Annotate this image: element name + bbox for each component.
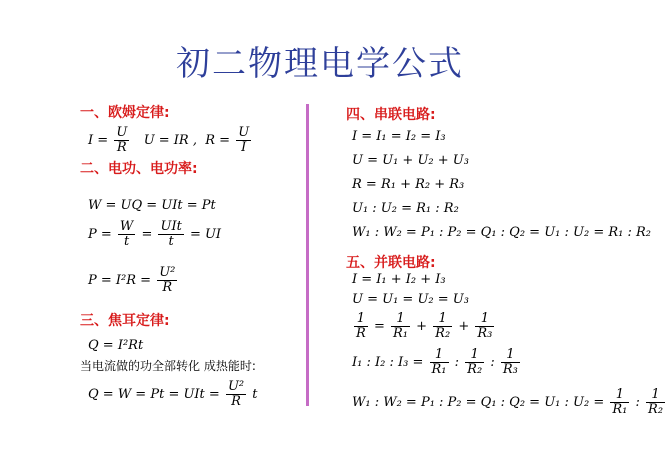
formula-power-resistance: P = I²R = $\frac{\text{U²}}{R}$ [88, 265, 176, 295]
fraction: $\frac{U}{R}$ [116, 125, 128, 155]
formula-series-voltage: U = U₁ + U₂ + U₃ [352, 153, 469, 168]
formula-ohm: I = $\frac{U}{R}$ U = IR , R = $\frac{U}{I}$ [88, 125, 250, 155]
formula-parallel-energy-ratio: W₁ : W₂ = P₁ : P₂ = Q₁ : Q₂ = U₁ : U₂ = $\frac{1}{\text{R₁}}$ : $\frac{1}{\text{R₂}}$ [352, 387, 664, 417]
fraction: $\frac{U}{I}$ [238, 125, 250, 155]
formula-parallel-resistance: $\frac{1}{R}$ = $\frac{1}{\text{R₁}}$ + $\frac{1}{\text{R₂}}$ + $\frac{1}{\text{R₃}}$ [356, 311, 493, 341]
formula-work: W = UQ = UIt = Pt [88, 198, 216, 213]
heading-ohm-law: 一、欧姆定律: [80, 105, 170, 121]
heading-parallel-circuit: 五、并联电路: [346, 255, 436, 271]
formula-joule: Q = I²Rt [88, 338, 144, 353]
formula-parallel-current: I = I₁ + I₂ + I₃ [352, 272, 446, 287]
formula-parallel-current-ratio: I₁ : I₂ : I₃ = $\frac{1}{\text{R₁}}$ : $\frac{1}{\text{R₂}}$ : $\frac{1}{\text{R₃}}$ [352, 347, 518, 377]
note-text: 当电流做的功全部转化 成热能时: [80, 359, 256, 373]
formula-parallel-voltage: U = U₁ = U₂ = U₃ [352, 292, 469, 307]
formula-series-energy-ratio: W₁ : W₂ = P₁ : P₂ = Q₁ : Q₂ = U₁ : U₂ = R₁ : R₂ [352, 225, 651, 240]
page-title: 初二物理电学公式 [176, 44, 464, 84]
formula-series-resistance: R = R₁ + R₂ + R₃ [352, 177, 465, 192]
formula-power: P = $\frac{W}{t}$ = $\frac{\text{UIt}}{t}$ = UI [88, 219, 222, 249]
heading-electric-power: 二、电功、电功率: [80, 161, 198, 177]
formula-series-current: I = I₁ = I₂ = I₃ [352, 129, 446, 144]
formula-heat: Q = W = Pt = UIt = $\frac{\text{U²}}{R}$ t [88, 379, 258, 409]
heading-series-circuit: 四、串联电路: [346, 107, 436, 123]
column-divider [306, 104, 309, 406]
heading-joule-law: 三、焦耳定律: [80, 313, 170, 329]
formula-series-ratio: U₁ : U₂ = R₁ : R₂ [352, 201, 459, 216]
